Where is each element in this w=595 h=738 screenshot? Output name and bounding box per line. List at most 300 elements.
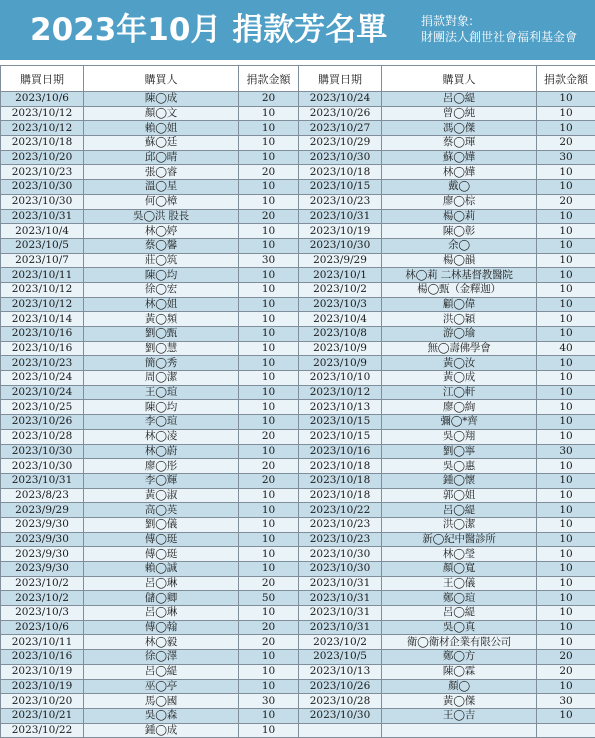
table-row [299, 400, 595, 415]
cell-buyer: 徐◯宏 [84, 282, 239, 297]
cell-amount: 10 [239, 547, 299, 562]
table-row [299, 150, 595, 165]
cell-date: 2023/9/29 [1, 503, 84, 518]
table-row [299, 297, 595, 312]
cell-buyer: 傅◯珽 [84, 532, 239, 547]
table-row [299, 620, 595, 635]
cell-buyer: 吳◯森 [84, 708, 239, 723]
table-row [299, 209, 595, 224]
cell-amount: 10 [537, 92, 595, 107]
cell-amount: 10 [239, 650, 299, 665]
cell-buyer: 顏◯文 [84, 106, 239, 121]
table-row [299, 547, 595, 562]
cell-amount: 10 [537, 238, 595, 253]
table-row [1, 282, 299, 297]
table-row [299, 459, 595, 474]
cell-date: 2023/8/23 [1, 488, 84, 503]
cell-date: 2023/10/26 [299, 679, 382, 694]
cell-date: 2023/10/16 [1, 327, 84, 342]
cell-amount: 20 [239, 165, 299, 180]
cell-amount: 10 [537, 268, 595, 283]
table-row [299, 180, 595, 195]
table-row [299, 121, 595, 136]
cell-buyer: 陳◯均 [84, 268, 239, 283]
cell-amount: 10 [239, 106, 299, 121]
cell-amount: 20 [239, 576, 299, 591]
recipient-label: 捐款對象: [421, 14, 474, 28]
cell-amount: 10 [537, 635, 595, 650]
table-row [1, 400, 299, 415]
table-row [299, 488, 595, 503]
cell-buyer: 郭◯姐 [382, 488, 537, 503]
table-row [1, 473, 299, 488]
cell-amount: 10 [537, 356, 595, 371]
table-row [1, 385, 299, 400]
cell-buyer: 何◯樟 [84, 194, 239, 209]
cell-amount: 10 [537, 282, 595, 297]
table-row [299, 606, 595, 621]
cell-date: 2023/10/23 [1, 356, 84, 371]
cell-amount: 10 [537, 591, 595, 606]
table-row [299, 341, 595, 356]
table-row [299, 92, 595, 107]
cell-date: 2023/10/22 [1, 723, 84, 738]
table-row [299, 415, 595, 430]
cell-buyer: 蘇◯嬅 [382, 150, 537, 165]
cell-amount: 10 [239, 121, 299, 136]
cell-amount: 10 [239, 356, 299, 371]
cell-date: 2023/10/22 [299, 503, 382, 518]
cell-buyer: 江◯軒 [382, 385, 537, 400]
cell-amount: 10 [239, 488, 299, 503]
cell-buyer: 顏◯ [382, 679, 537, 694]
cell-amount: 10 [537, 224, 595, 239]
cell-buyer: 王◯瑄 [84, 385, 239, 400]
cell-date: 2023/10/12 [1, 121, 84, 136]
page-title: 2023年10月 捐款芳名單 [30, 12, 388, 48]
cell-amount: 10 [239, 194, 299, 209]
cell-amount: 10 [537, 459, 595, 474]
cell-buyer: 黃◯傑 [382, 694, 537, 709]
cell-date: 2023/10/19 [1, 664, 84, 679]
table-row [299, 532, 595, 547]
table-row [299, 371, 595, 386]
table-row [299, 694, 595, 709]
cell-buyer: 林◯瑩 [382, 547, 537, 562]
table-row [1, 341, 299, 356]
cell-buyer: 李◯瑄 [84, 415, 239, 430]
cell-date: 2023/10/16 [1, 341, 84, 356]
cell-buyer: 黃◯成 [382, 371, 537, 386]
cell-amount: 10 [537, 503, 595, 518]
cell-date: 2023/10/2 [1, 591, 84, 606]
cell-buyer: 陳◯彰 [382, 224, 537, 239]
cell-date: 2023/10/11 [1, 268, 84, 283]
cell-buyer: 呂◯緹 [382, 606, 537, 621]
table-row [299, 106, 595, 121]
cell-date: 2023/10/29 [299, 136, 382, 151]
cell-amount: 10 [537, 209, 595, 224]
cell-buyer: 呂◯緹 [84, 664, 239, 679]
table-row [299, 238, 595, 253]
cell-date: 2023/10/2 [299, 282, 382, 297]
cell-amount: 10 [537, 106, 595, 121]
table-row [1, 503, 299, 518]
cell-amount: 30 [239, 694, 299, 709]
cell-date: 2023/10/3 [299, 297, 382, 312]
cell-buyer: 陳◯霖 [382, 664, 537, 679]
cell-amount: 10 [239, 224, 299, 239]
cell-date: 2023/10/30 [299, 150, 382, 165]
donor-rows-right [299, 92, 595, 738]
cell-date: 2023/10/5 [299, 650, 382, 665]
table-row [299, 385, 595, 400]
cell-amount: 10 [537, 121, 595, 136]
cell-buyer: 賴◯誠 [84, 562, 239, 577]
table-row [1, 297, 299, 312]
cell-amount: 10 [239, 503, 299, 518]
cell-buyer: 黃◯淑 [84, 488, 239, 503]
cell-buyer: 呂◯緹 [382, 503, 537, 518]
table-row [1, 606, 299, 621]
table-row [1, 209, 299, 224]
cell-date: 2023/10/26 [1, 415, 84, 430]
cell-buyer: 曾◯純 [382, 106, 537, 121]
cell-date: 2023/10/30 [1, 444, 84, 459]
cell-buyer: 徐◯澤 [84, 650, 239, 665]
cell-amount: 20 [239, 635, 299, 650]
cell-buyer: 傅◯珽 [84, 547, 239, 562]
table-row [299, 664, 595, 679]
cell-date: 2023/10/2 [1, 576, 84, 591]
cell-buyer: 顧◯偉 [382, 297, 537, 312]
cell-date: 2023/10/30 [299, 708, 382, 723]
cell-buyer: 吳◯翔 [382, 429, 537, 444]
cell-amount: 10 [239, 532, 299, 547]
cell-date: 2023/10/12 [1, 297, 84, 312]
table-row [1, 723, 299, 738]
cell-amount [537, 723, 595, 738]
cell-amount: 10 [239, 606, 299, 621]
cell-date: 2023/10/27 [299, 121, 382, 136]
table-row [1, 327, 299, 342]
table-row [1, 371, 299, 386]
cell-buyer: 林◯嬅 [382, 165, 537, 180]
table-row [299, 444, 595, 459]
cell-date: 2023/10/9 [299, 341, 382, 356]
table-row [1, 591, 299, 606]
cell-date: 2023/10/5 [1, 238, 84, 253]
table-row [1, 180, 299, 195]
cell-amount: 20 [537, 650, 595, 665]
table-row [1, 664, 299, 679]
table-row [1, 106, 299, 121]
cell-date: 2023/10/31 [299, 606, 382, 621]
cell-date: 2023/10/19 [299, 224, 382, 239]
table-row [299, 356, 595, 371]
table-row [1, 459, 299, 474]
cell-amount: 10 [239, 400, 299, 415]
cell-amount: 50 [239, 591, 299, 606]
cell-date: 2023/10/31 [1, 209, 84, 224]
cell-amount: 10 [239, 327, 299, 342]
cell-buyer [382, 723, 537, 738]
cell-date: 2023/10/20 [1, 150, 84, 165]
cell-date [299, 723, 382, 738]
cell-amount: 10 [239, 268, 299, 283]
cell-buyer: 呂◯琳 [84, 576, 239, 591]
table-row [299, 503, 595, 518]
cell-buyer: 楊◯甄（金釋迦） [382, 282, 537, 297]
cell-date: 2023/10/26 [299, 106, 382, 121]
cell-date: 2023/10/2 [299, 635, 382, 650]
cell-buyer: 林◯婷 [84, 224, 239, 239]
cell-date: 2023/10/6 [1, 92, 84, 107]
cell-amount: 10 [537, 708, 595, 723]
cell-buyer: 衛◯衛材企業有限公司 [382, 635, 537, 650]
cell-date: 2023/10/20 [1, 694, 84, 709]
cell-buyer: 吳◯真 [382, 620, 537, 635]
cell-date: 2023/10/31 [1, 473, 84, 488]
cell-amount: 10 [537, 165, 595, 180]
cell-date: 2023/10/18 [299, 488, 382, 503]
cell-buyer: 蘇◯廷 [84, 136, 239, 151]
table-row [1, 547, 299, 562]
column-header-buyer: 購買人 [84, 66, 239, 92]
table-row [1, 488, 299, 503]
table-row [299, 282, 595, 297]
cell-amount: 10 [239, 312, 299, 327]
cell-amount: 10 [239, 150, 299, 165]
cell-amount: 10 [537, 547, 595, 562]
cell-date: 2023/9/30 [1, 517, 84, 532]
cell-date: 2023/10/11 [1, 635, 84, 650]
cell-amount: 10 [537, 371, 595, 386]
donor-table-left [0, 65, 299, 738]
cell-buyer: 林◯蔚 [84, 444, 239, 459]
cell-buyer: 黃◯頻 [84, 312, 239, 327]
table-row [299, 517, 595, 532]
cell-amount: 10 [239, 562, 299, 577]
cell-buyer: 劉◯慧 [84, 341, 239, 356]
cell-date: 2023/10/24 [1, 385, 84, 400]
cell-date: 2023/10/21 [1, 708, 84, 723]
table-row [1, 679, 299, 694]
cell-date: 2023/10/18 [299, 473, 382, 488]
cell-date: 2023/10/13 [299, 664, 382, 679]
cell-amount: 10 [537, 576, 595, 591]
cell-date: 2023/10/31 [299, 591, 382, 606]
cell-amount: 10 [239, 238, 299, 253]
table-row [1, 635, 299, 650]
cell-buyer: 林◯莉 二林基督教醫院 [382, 268, 537, 283]
cell-date: 2023/10/30 [299, 547, 382, 562]
cell-amount: 10 [537, 429, 595, 444]
cell-amount: 10 [537, 473, 595, 488]
cell-date: 2023/10/24 [299, 92, 382, 107]
table-row [1, 194, 299, 209]
cell-buyer: 呂◯緹 [382, 92, 537, 107]
table-row [299, 429, 595, 444]
cell-date: 2023/10/10 [299, 371, 382, 386]
cell-buyer: 余◯ [382, 238, 537, 253]
cell-amount: 40 [537, 341, 595, 356]
cell-date: 2023/10/30 [1, 194, 84, 209]
cell-buyer: 顏◯寬 [382, 562, 537, 577]
table-row [299, 591, 595, 606]
table-row [299, 562, 595, 577]
cell-buyer: 莊◯筑 [84, 253, 239, 268]
cell-amount: 30 [537, 150, 595, 165]
table-row [299, 650, 595, 665]
cell-date: 2023/10/23 [299, 532, 382, 547]
cell-amount: 10 [239, 723, 299, 738]
cell-amount: 10 [537, 679, 595, 694]
cell-date: 2023/10/12 [299, 385, 382, 400]
table-row [1, 268, 299, 283]
cell-amount: 20 [239, 473, 299, 488]
cell-amount: 10 [537, 415, 595, 430]
cell-buyer: 溫◯星 [84, 180, 239, 195]
table-row [299, 473, 595, 488]
cell-buyer: 鍾◯成 [84, 723, 239, 738]
table-row [1, 429, 299, 444]
cell-buyer: 李◯輝 [84, 473, 239, 488]
cell-date: 2023/10/12 [1, 106, 84, 121]
table-row [299, 679, 595, 694]
table-row [299, 635, 595, 650]
cell-buyer: 蔡◯琿 [382, 136, 537, 151]
cell-amount: 10 [537, 327, 595, 342]
cell-date: 2023/10/9 [299, 356, 382, 371]
column-header-amount: 捐款金額 [537, 66, 595, 92]
cell-date: 2023/10/6 [1, 620, 84, 635]
cell-amount: 10 [537, 385, 595, 400]
cell-date: 2023/10/12 [1, 282, 84, 297]
column-header-buyer: 購買人 [382, 66, 537, 92]
cell-amount: 10 [239, 517, 299, 532]
table-row [299, 224, 595, 239]
cell-buyer: 游◯瑜 [382, 327, 537, 342]
column-header-date: 購買日期 [299, 66, 382, 92]
cell-date: 2023/10/28 [1, 429, 84, 444]
cell-buyer: 邱◯晴 [84, 150, 239, 165]
cell-buyer: 儲◯卿 [84, 591, 239, 606]
header-banner [0, 0, 595, 60]
cell-date: 2023/10/7 [1, 253, 84, 268]
table-row [1, 444, 299, 459]
table-row [1, 92, 299, 107]
table-row [1, 238, 299, 253]
header-row [299, 66, 595, 92]
cell-amount: 10 [239, 415, 299, 430]
table-row [1, 121, 299, 136]
table-row [1, 576, 299, 591]
cell-buyer: 廖◯棕 [382, 194, 537, 209]
cell-date: 2023/10/23 [299, 517, 382, 532]
table-row [299, 312, 595, 327]
donor-rows-left [1, 92, 299, 738]
table-row [299, 136, 595, 151]
cell-date: 2023/10/24 [1, 371, 84, 386]
cell-buyer: 劉◯儀 [84, 517, 239, 532]
cell-date: 2023/10/31 [299, 620, 382, 635]
cell-buyer: 周◯潔 [84, 371, 239, 386]
cell-buyer: 賴◯姐 [84, 121, 239, 136]
cell-amount: 10 [537, 620, 595, 635]
cell-amount: 10 [537, 606, 595, 621]
table-row [1, 253, 299, 268]
cell-buyer: 林◯凌 [84, 429, 239, 444]
table-row [1, 312, 299, 327]
cell-buyer: 楊◯莉 [382, 209, 537, 224]
cell-amount: 10 [537, 488, 595, 503]
column-header-amount: 捐款金額 [239, 66, 299, 92]
table-row [1, 356, 299, 371]
table-row [299, 576, 595, 591]
cell-buyer: 戴◯ [382, 180, 537, 195]
cell-amount: 10 [239, 385, 299, 400]
cell-amount: 10 [537, 517, 595, 532]
cell-buyer: 巫◯亭 [84, 679, 239, 694]
cell-date: 2023/10/18 [1, 136, 84, 151]
cell-amount: 10 [537, 180, 595, 195]
cell-amount: 10 [239, 180, 299, 195]
table-row [1, 708, 299, 723]
cell-date: 2023/10/23 [299, 194, 382, 209]
cell-buyer: 鄭◯瑄 [382, 591, 537, 606]
table-row [1, 562, 299, 577]
cell-date: 2023/10/14 [1, 312, 84, 327]
cell-amount: 20 [239, 429, 299, 444]
table-row [299, 194, 595, 209]
cell-date: 2023/10/30 [299, 238, 382, 253]
cell-date: 2023/10/31 [299, 209, 382, 224]
cell-amount: 20 [239, 209, 299, 224]
cell-buyer: 高◯英 [84, 503, 239, 518]
cell-buyer: 傅◯翰 [84, 620, 239, 635]
cell-amount: 10 [239, 708, 299, 723]
cell-buyer: 廖◯彤 [84, 459, 239, 474]
cell-date: 2023/9/29 [299, 253, 382, 268]
cell-date: 2023/10/3 [1, 606, 84, 621]
cell-date: 2023/10/15 [299, 415, 382, 430]
cell-buyer: 無◯壽佛學會 [382, 341, 537, 356]
cell-date: 2023/9/30 [1, 547, 84, 562]
cell-date: 2023/10/28 [299, 694, 382, 709]
table-row [1, 224, 299, 239]
cell-amount: 10 [537, 253, 595, 268]
cell-buyer: 呂◯琳 [84, 606, 239, 621]
cell-amount: 20 [239, 92, 299, 107]
cell-amount: 20 [537, 194, 595, 209]
cell-buyer: 彌◯*齊 [382, 415, 537, 430]
table-row [299, 268, 595, 283]
cell-amount: 30 [537, 694, 595, 709]
cell-buyer: 洪◯潔 [382, 517, 537, 532]
cell-amount: 10 [537, 532, 595, 547]
cell-date: 2023/9/30 [1, 532, 84, 547]
cell-date: 2023/10/18 [299, 459, 382, 474]
cell-buyer: 簡◯秀 [84, 356, 239, 371]
cell-amount: 20 [239, 459, 299, 474]
cell-buyer: 王◯吉 [382, 708, 537, 723]
table-row [299, 165, 595, 180]
table-row [1, 150, 299, 165]
table-row [299, 708, 595, 723]
cell-date: 2023/10/15 [299, 429, 382, 444]
cell-amount: 30 [537, 444, 595, 459]
